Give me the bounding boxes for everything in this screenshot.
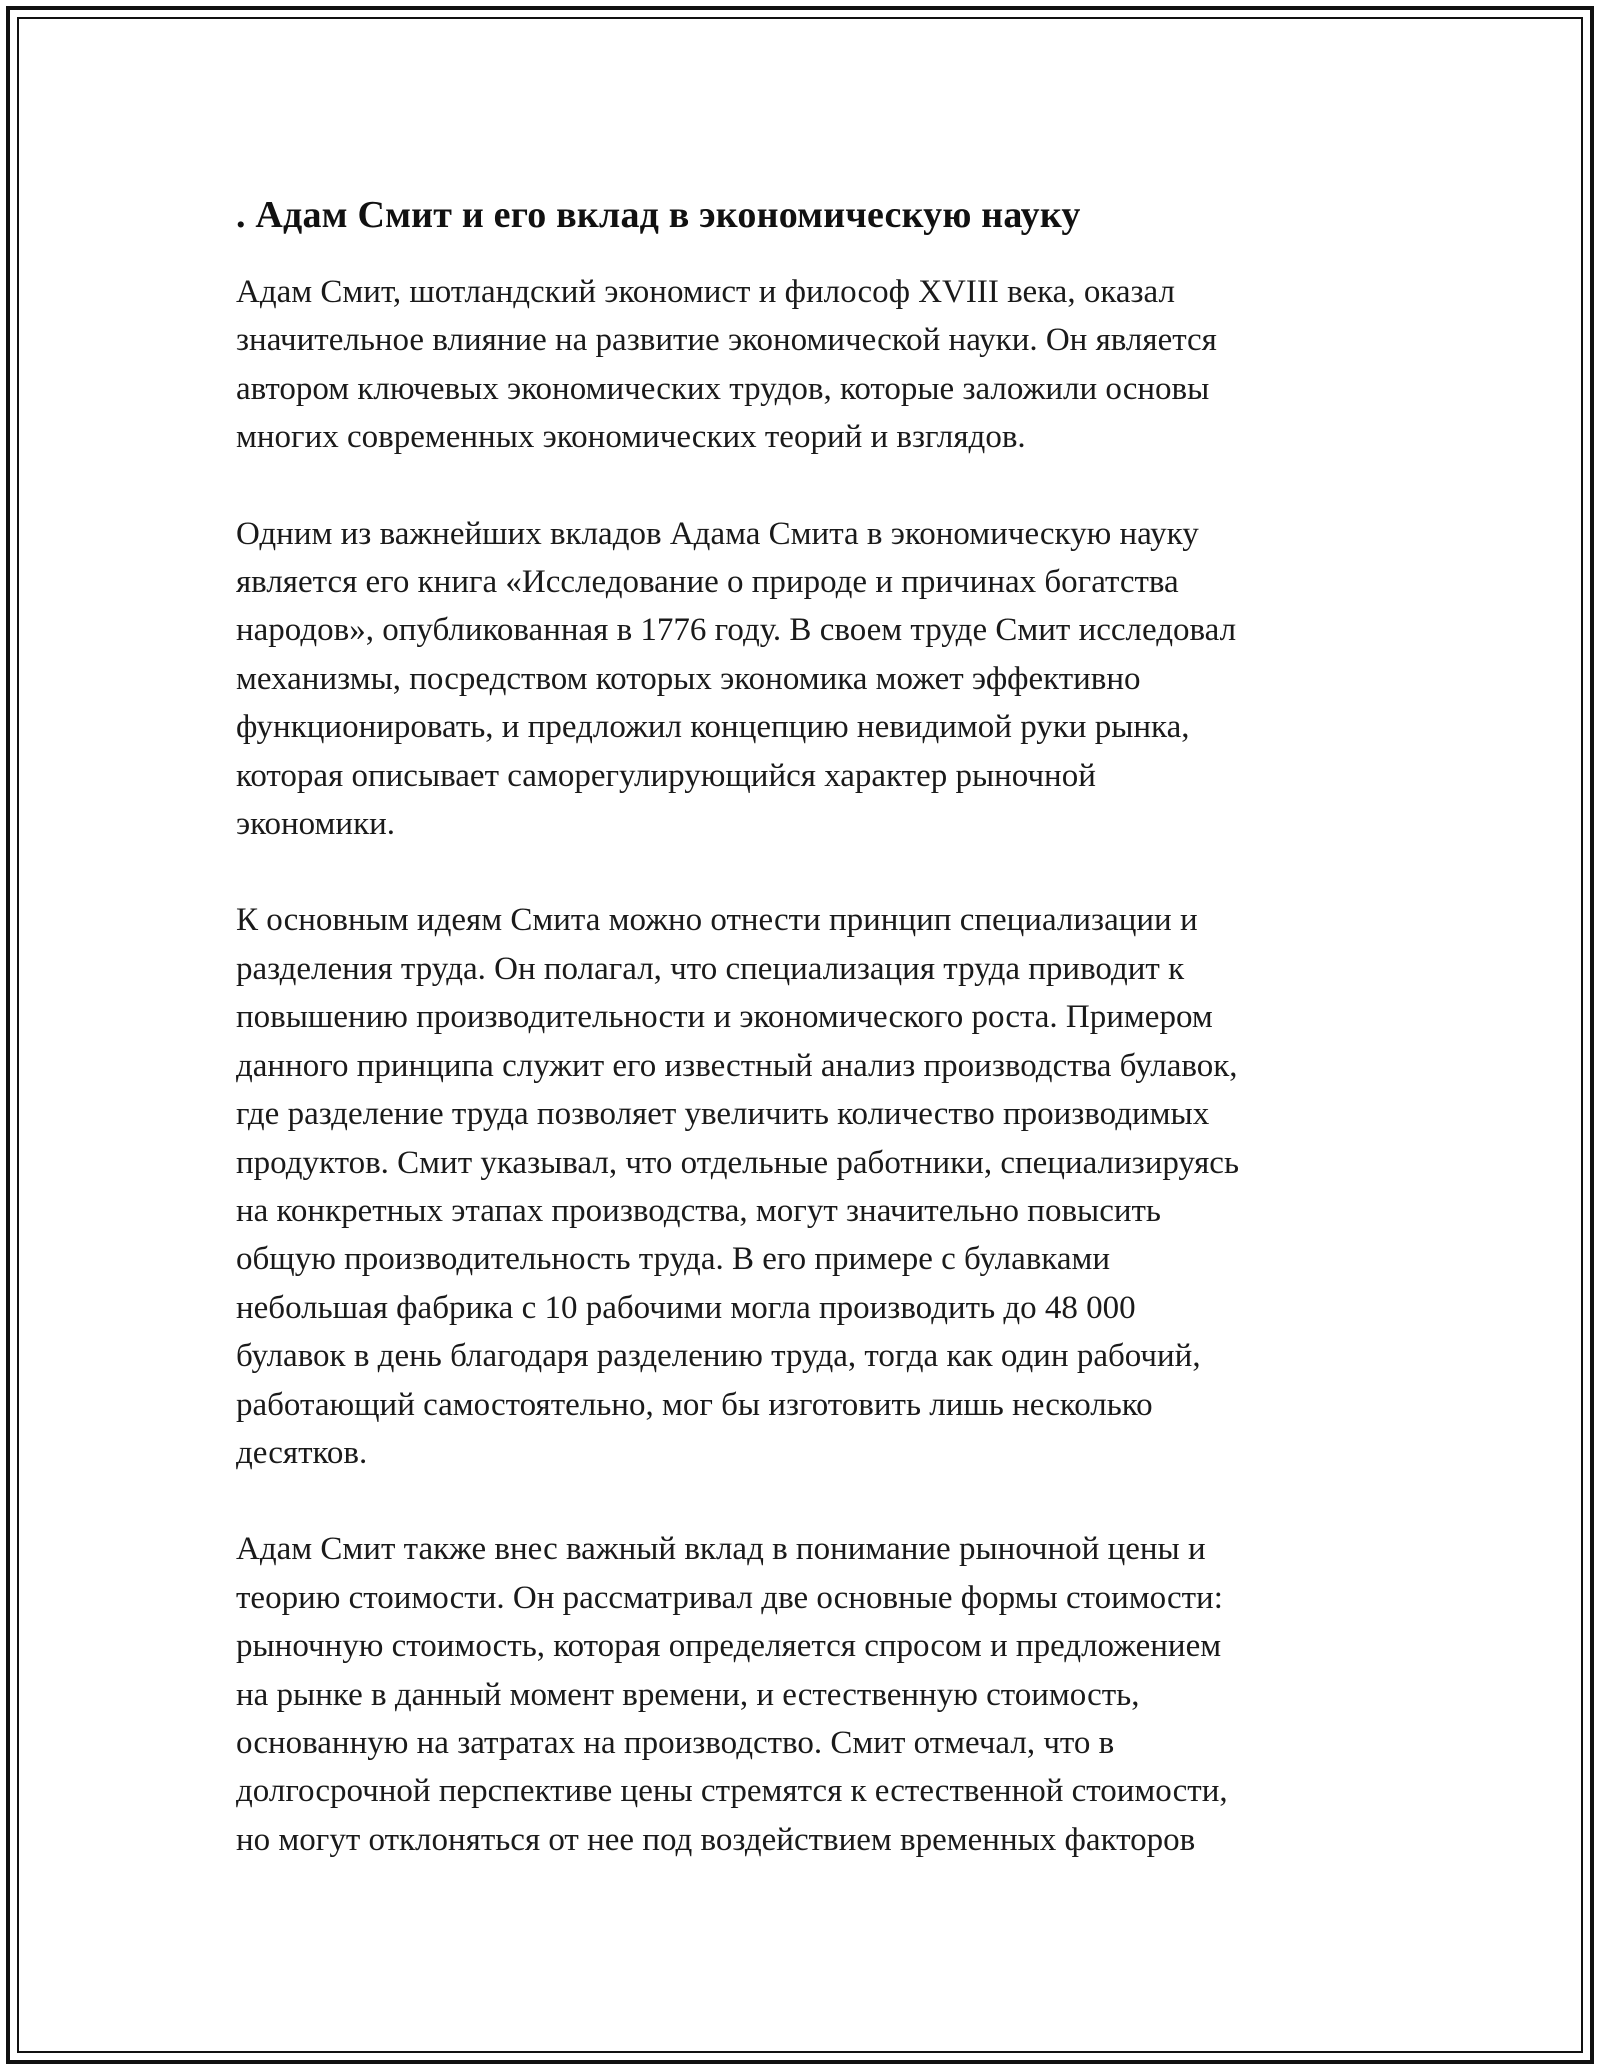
text-line: данного принципа служит его известный анализ производства булавок, — [236, 1047, 1238, 1084]
document-heading: . Адам Смит и его вклад в экономическую науку — [236, 194, 1081, 236]
paragraph-1 — [236, 268, 1376, 462]
text-line: рыночную стоимость, которая определяется спросом и предложением — [236, 1628, 1222, 1665]
text-line: народов», опубликованная в 1776 году. В своем труде Смит исследовал — [236, 612, 1237, 649]
text-line: где разделение труда позволяет увеличить количество производимых — [236, 1096, 1210, 1133]
document-body — [236, 268, 1376, 1864]
text-line: экономики. — [236, 806, 396, 843]
text-line: продуктов. Смит указывал, что отдельные работники, специализируясь — [236, 1144, 1239, 1181]
text-line: Одним из важнейших вкладов Адама Смита в экономическую науку — [236, 515, 1199, 552]
text-line: десятков. — [236, 1434, 368, 1471]
text-line: Адам Смит также внес важный вклад в понимание рыночной цены и — [236, 1531, 1206, 1568]
text-line: механизмы, посредством которых экономика может эффективно — [236, 660, 1141, 697]
paragraph-3 — [236, 896, 1376, 1477]
text-line: функционировать, и предложил концепцию невидимой руки рынка, — [236, 709, 1190, 746]
text-line: булавок в день благодаря разделению труда, тогда как один рабочий, — [236, 1338, 1201, 1375]
text-line: основанную на затратах на производство. Смит отмечал, что в — [236, 1724, 1115, 1761]
text-line: долгосрочной перспективе цены стремятся к естественной стоимости, — [236, 1773, 1228, 1810]
paragraph-2 — [236, 510, 1376, 849]
text-line: теорию стоимости. Он рассматривал две основные формы стоимости: — [236, 1579, 1223, 1616]
text-line: но могут отклоняться от нее под воздействием временных факторов — [236, 1821, 1196, 1858]
text-line: К основным идеям Смита можно отнести принцип специализации и — [236, 902, 1198, 939]
text-line: на рынке в данный момент времени, и естественную стоимость, — [236, 1676, 1140, 1713]
text-line: которая описывает саморегулирующийся характер рыночной — [236, 757, 1096, 794]
text-line: общую производительность труда. В его примере с булавками — [236, 1241, 1111, 1278]
text-line: значительное влияние на развитие экономической науки. Он является — [236, 322, 1217, 359]
text-line: разделения труда. Он полагал, что специализация труда приводит к — [236, 950, 1185, 987]
text-line: повышению производительности и экономического роста. Примером — [236, 999, 1213, 1036]
text-line: работающий самостоятельно, мог бы изготовить лишь несколько — [236, 1386, 1153, 1423]
text-line: является его книга «Исследование о природе и причинах богатства — [236, 564, 1179, 601]
text-line: многих современных экономических теорий и взглядов. — [236, 419, 1026, 456]
paragraph-4 — [236, 1525, 1376, 1864]
text-line: Адам Смит, шотландский экономист и философ XVIII века, оказал — [236, 274, 1175, 310]
document-page — [236, 182, 1376, 1912]
text-line: небольшая фабрика с 10 рабочими могла производить до 48 000 — [236, 1289, 1136, 1326]
text-line: на конкретных этапах производства, могут значительно повысить — [236, 1192, 1161, 1229]
text-line: автором ключевых экономических трудов, которые заложили основы — [236, 370, 1210, 407]
